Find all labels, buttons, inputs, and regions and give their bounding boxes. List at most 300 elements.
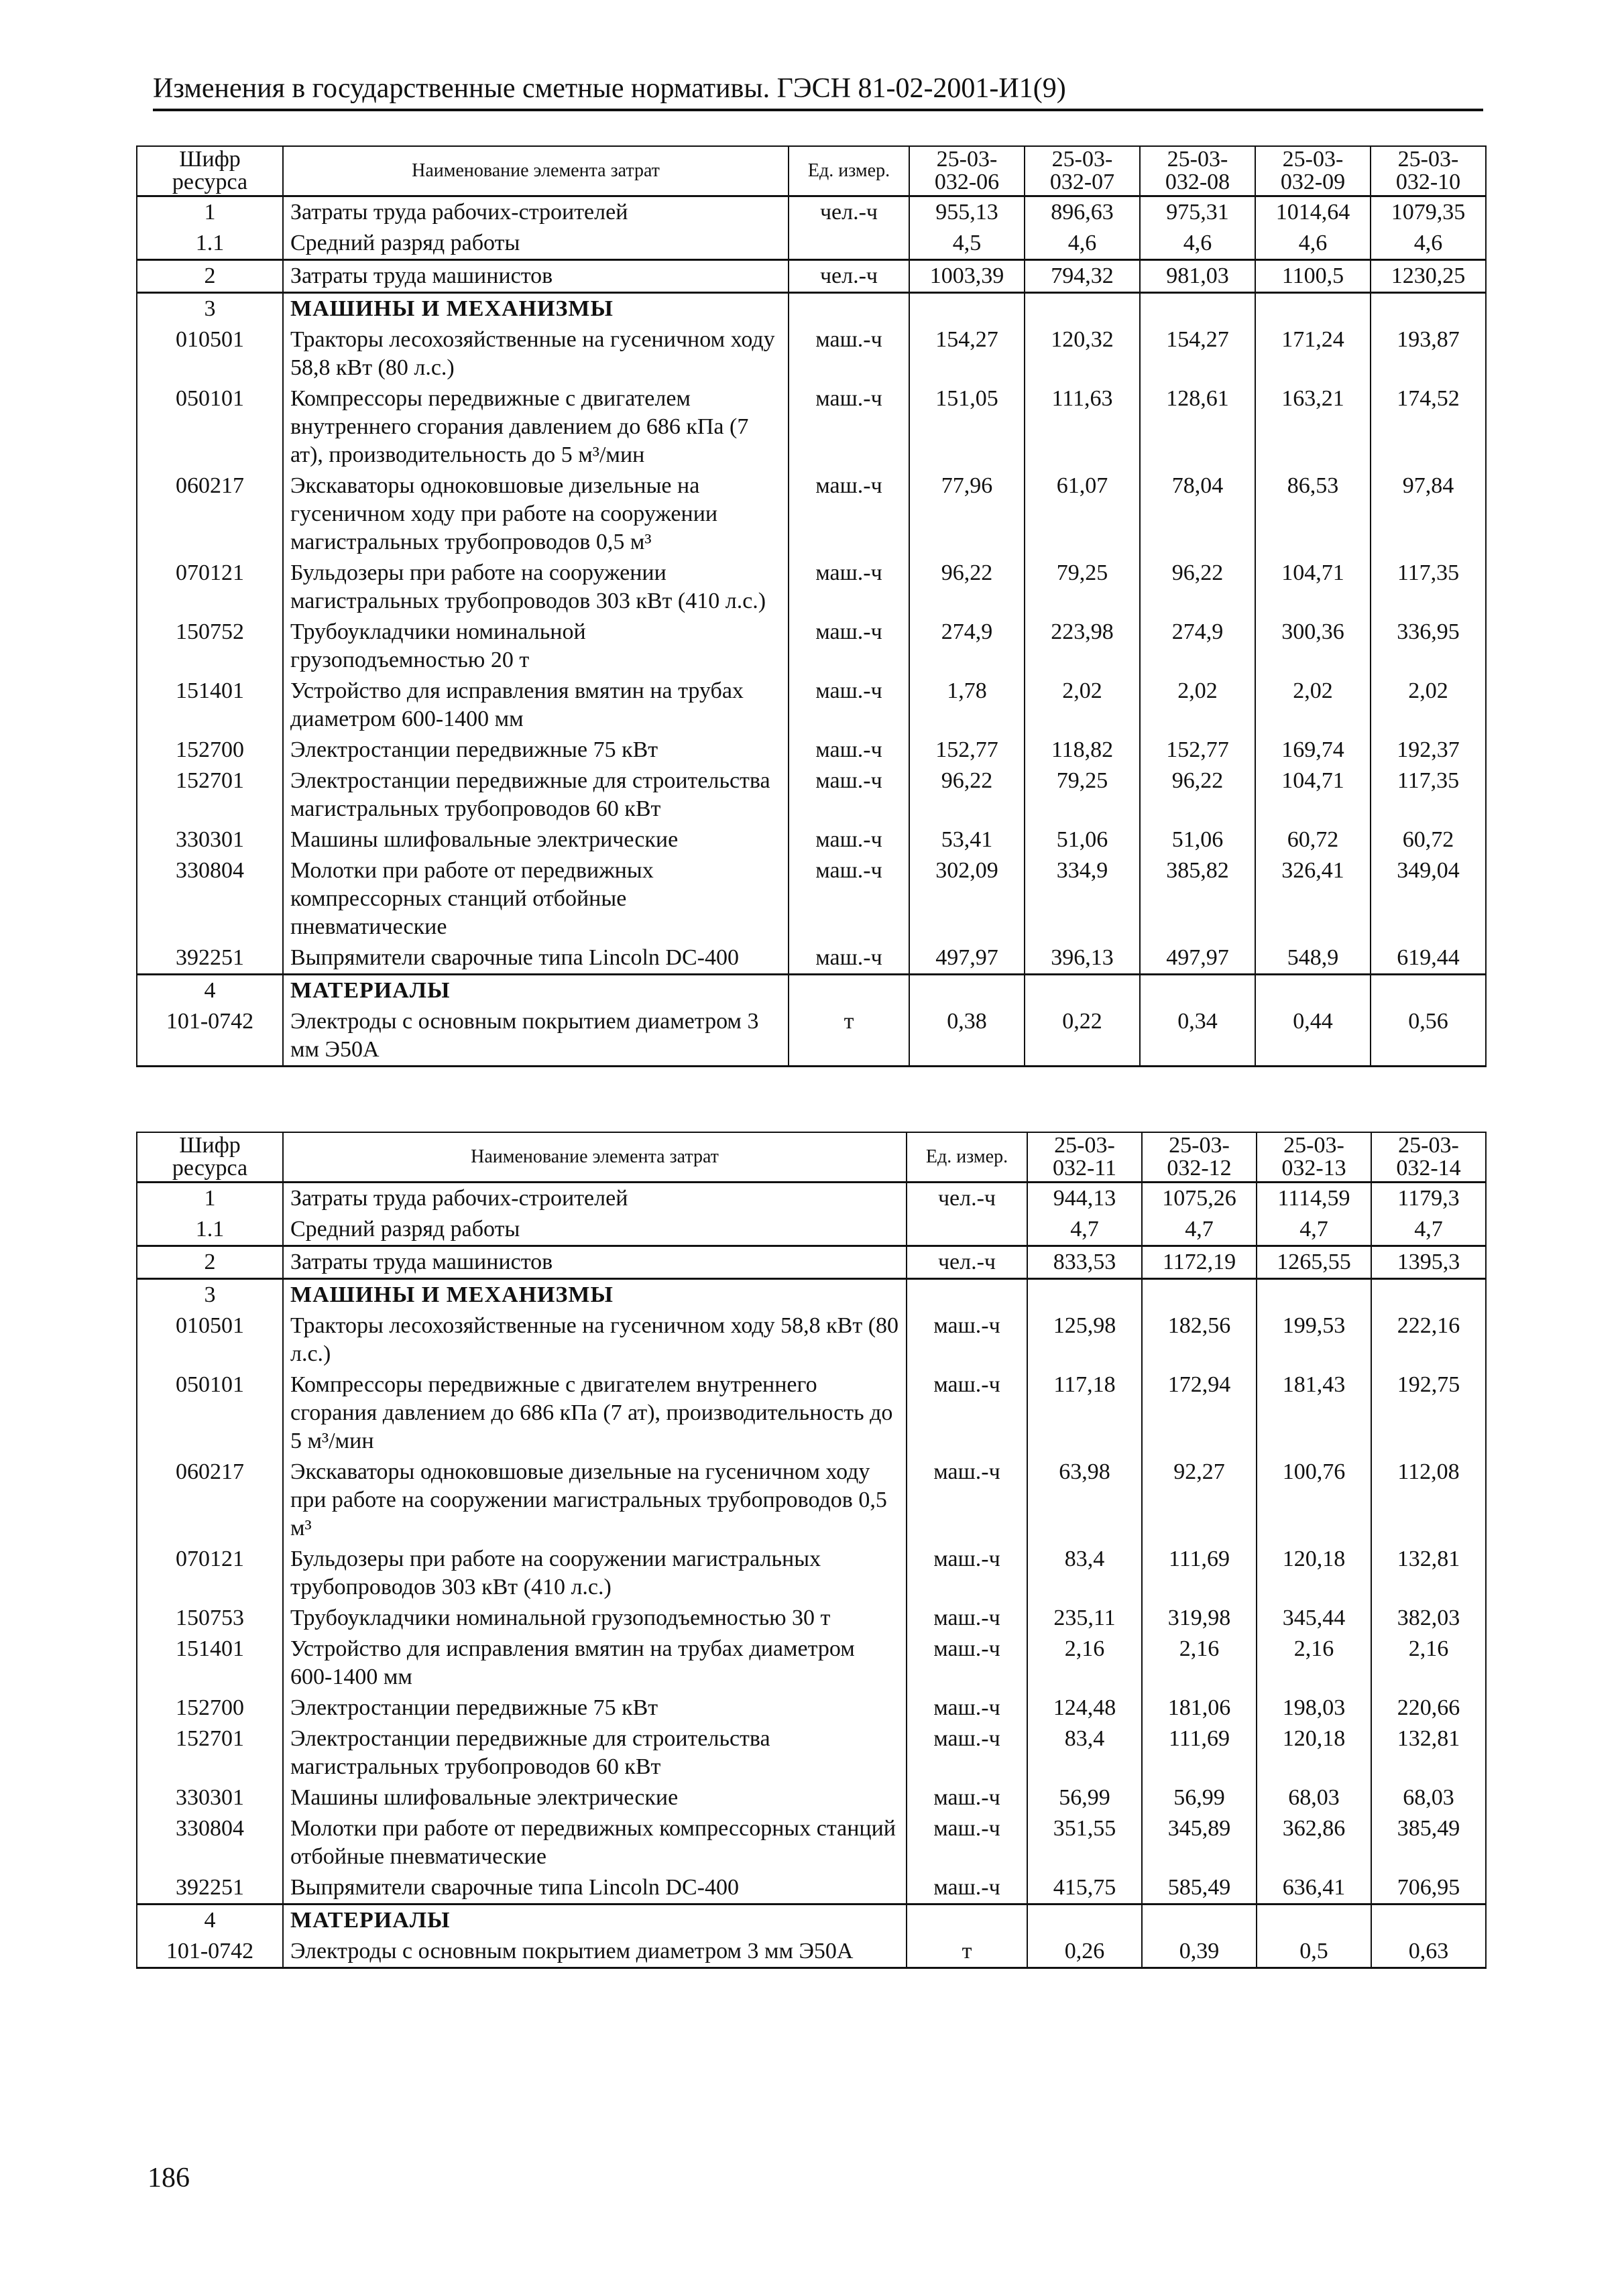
value-cell: 96,22 — [909, 558, 1025, 617]
value-cell: 198,03 — [1257, 1693, 1371, 1724]
value-cell — [1027, 1279, 1142, 1311]
value-cell: 152,77 — [909, 735, 1025, 766]
table-row — [137, 1634, 1486, 1693]
value-cell: 83,4 — [1027, 1724, 1142, 1783]
unit-cell: маш.-ч — [789, 855, 909, 943]
unit-cell: маш.-ч — [789, 471, 909, 558]
resource-name-cell: Выпрямители сварочные типа Lincoln DC-400 — [283, 943, 789, 975]
value-cell: 83,4 — [1027, 1544, 1142, 1603]
table-row — [137, 558, 1486, 617]
table-header-row — [137, 1132, 1486, 1183]
resource-table-2 — [136, 1132, 1487, 1969]
col-header-norm: 25-03-032-13 — [1257, 1132, 1371, 1183]
resource-name-cell: Молотки при работе от передвижных компрессорных станций отбойные пневматические — [283, 855, 789, 943]
table-row — [137, 1311, 1486, 1370]
value-cell — [1140, 293, 1255, 325]
value-cell — [1255, 975, 1371, 1007]
value-cell: 117,35 — [1371, 558, 1486, 617]
value-cell: 132,81 — [1371, 1544, 1486, 1603]
value-cell: 77,96 — [909, 471, 1025, 558]
value-cell: 2,02 — [1255, 676, 1371, 735]
value-cell: 274,9 — [1140, 617, 1255, 676]
col-header-unit: Ед. измер. — [789, 146, 909, 196]
value-cell: 117,18 — [1027, 1370, 1142, 1457]
value-cell: 120,32 — [1025, 324, 1140, 383]
value-cell — [1371, 1905, 1486, 1937]
resource-code-cell: 2 — [137, 1246, 283, 1279]
table-row — [137, 1246, 1486, 1279]
resource-name-cell: Электростанции передвижные 75 кВт — [283, 735, 789, 766]
table-row — [137, 324, 1486, 383]
value-cell: 4,6 — [1140, 228, 1255, 260]
unit-cell: маш.-ч — [789, 676, 909, 735]
resource-name-cell: Электростанции передвижные для строительства магистральных трубопроводов 60 кВт — [283, 1724, 907, 1783]
col-header-norm: 25-03-032-14 — [1371, 1132, 1486, 1183]
value-cell: 833,53 — [1027, 1246, 1142, 1279]
value-cell: 1003,39 — [909, 260, 1025, 293]
unit-cell: маш.-ч — [907, 1634, 1027, 1693]
resource-code-cell: 3 — [137, 293, 283, 325]
resource-code-cell: 060217 — [137, 471, 283, 558]
table-row — [137, 1813, 1486, 1872]
value-cell: 169,74 — [1255, 735, 1371, 766]
table-row — [137, 855, 1486, 943]
value-cell: 1075,26 — [1142, 1183, 1257, 1215]
value-cell: 112,08 — [1371, 1457, 1486, 1544]
resource-code-cell: 152701 — [137, 766, 283, 825]
table-row — [137, 1457, 1486, 1544]
value-cell: 151,05 — [909, 383, 1025, 471]
value-cell: 548,9 — [1255, 943, 1371, 975]
value-cell: 362,86 — [1257, 1813, 1371, 1872]
resource-name-cell: МАТЕРИАЛЫ — [283, 1905, 907, 1937]
value-cell: 125,98 — [1027, 1311, 1142, 1370]
resource-name-cell: Затраты труда машинистов — [283, 1246, 907, 1279]
value-cell — [1371, 975, 1486, 1007]
resource-code-cell: 070121 — [137, 1544, 283, 1603]
table-row — [137, 735, 1486, 766]
value-cell: 199,53 — [1257, 1311, 1371, 1370]
value-cell: 2,16 — [1142, 1634, 1257, 1693]
value-cell: 2,02 — [1371, 676, 1486, 735]
unit-cell: чел.-ч — [789, 260, 909, 293]
resource-code-cell: 152700 — [137, 1693, 283, 1724]
resource-code-cell: 060217 — [137, 1457, 283, 1544]
value-cell: 1230,25 — [1371, 260, 1486, 293]
value-cell: 172,94 — [1142, 1370, 1257, 1457]
value-cell: 0,5 — [1257, 1936, 1371, 1968]
value-cell: 220,66 — [1371, 1693, 1486, 1724]
table-row — [137, 766, 1486, 825]
value-cell: 181,06 — [1142, 1693, 1257, 1724]
resource-code-cell: 101-0742 — [137, 1006, 283, 1067]
table-row — [137, 293, 1486, 325]
unit-cell: маш.-ч — [907, 1872, 1027, 1905]
value-cell: 171,24 — [1255, 324, 1371, 383]
value-cell — [909, 293, 1025, 325]
col-header-norm: 25-03-032-07 — [1025, 146, 1140, 196]
value-cell: 326,41 — [1255, 855, 1371, 943]
resource-name-cell: Затраты труда машинистов — [283, 260, 789, 293]
value-cell: 382,03 — [1371, 1603, 1486, 1634]
table-row — [137, 1603, 1486, 1634]
unit-cell — [789, 228, 909, 260]
value-cell: 104,71 — [1255, 558, 1371, 617]
unit-cell — [907, 1905, 1027, 1937]
value-cell: 2,16 — [1027, 1634, 1142, 1693]
resource-name-cell: Молотки при работе от передвижных компрессорных станций отбойные пневматические — [283, 1813, 907, 1872]
resource-name-cell: Устройство для исправления вмятин на трубах диаметром 600-1400 мм — [283, 676, 789, 735]
value-cell: 944,13 — [1027, 1183, 1142, 1215]
resource-code-cell: 152700 — [137, 735, 283, 766]
value-cell — [1257, 1905, 1371, 1937]
resource-code-cell: 1.1 — [137, 228, 283, 260]
col-header-norm: 25-03-032-09 — [1255, 146, 1371, 196]
unit-cell: чел.-ч — [789, 196, 909, 229]
value-cell: 111,69 — [1142, 1724, 1257, 1783]
value-cell: 334,9 — [1025, 855, 1140, 943]
value-cell: 1014,64 — [1255, 196, 1371, 229]
resource-code-cell: 151401 — [137, 1634, 283, 1693]
value-cell: 497,97 — [1140, 943, 1255, 975]
value-cell: 0,56 — [1371, 1006, 1486, 1067]
value-cell: 1395,3 — [1371, 1246, 1486, 1279]
value-cell: 345,89 — [1142, 1813, 1257, 1872]
resource-name-cell: Компрессоры передвижные с двигателем внутреннего сгорания давлением до 686 кПа (7 ат), производительность до 5 м³/мин — [283, 383, 789, 471]
value-cell: 68,03 — [1371, 1783, 1486, 1813]
col-header-norm: 25-03-032-06 — [909, 146, 1025, 196]
col-header-norm: 25-03-032-11 — [1027, 1132, 1142, 1183]
unit-cell: маш.-ч — [907, 1724, 1027, 1783]
value-cell: 274,9 — [909, 617, 1025, 676]
resource-name-cell: Тракторы лесохозяйственные на гусеничном ходу 58,8 кВт (80 л.с.) — [283, 324, 789, 383]
value-cell: 319,98 — [1142, 1603, 1257, 1634]
value-cell: 235,11 — [1027, 1603, 1142, 1634]
table-row — [137, 975, 1486, 1007]
unit-cell: т — [907, 1936, 1027, 1968]
value-cell — [1025, 293, 1140, 325]
resource-code-cell: 330301 — [137, 1783, 283, 1813]
unit-cell: маш.-ч — [907, 1544, 1027, 1603]
resource-code-cell: 4 — [137, 975, 283, 1007]
unit-cell: маш.-ч — [789, 383, 909, 471]
resource-code-cell: 151401 — [137, 676, 283, 735]
table-row — [137, 471, 1486, 558]
value-cell: 1079,35 — [1371, 196, 1486, 229]
resource-name-cell: Компрессоры передвижные с двигателем внутреннего сгорания давлением до 686 кПа (7 ат), производительность до 5 м³/мин — [283, 1370, 907, 1457]
resource-name-cell: Бульдозеры при работе на сооружении магистральных трубопроводов 303 кВт (410 л.с.) — [283, 1544, 907, 1603]
value-cell: 0,34 — [1140, 1006, 1255, 1067]
unit-cell: маш.-ч — [907, 1693, 1027, 1724]
value-cell: 396,13 — [1025, 943, 1140, 975]
value-cell — [1255, 293, 1371, 325]
unit-cell — [907, 1279, 1027, 1311]
value-cell: 4,7 — [1027, 1214, 1142, 1246]
value-cell: 56,99 — [1027, 1783, 1142, 1813]
unit-cell: т — [789, 1006, 909, 1067]
col-header-norm: 25-03-032-08 — [1140, 146, 1255, 196]
resource-code-cell: 010501 — [137, 1311, 283, 1370]
unit-cell — [789, 293, 909, 325]
value-cell — [1371, 293, 1486, 325]
value-cell: 79,25 — [1025, 766, 1140, 825]
value-cell: 163,21 — [1255, 383, 1371, 471]
value-cell: 1,78 — [909, 676, 1025, 735]
value-cell: 223,98 — [1025, 617, 1140, 676]
table-row — [137, 1544, 1486, 1603]
value-cell: 96,22 — [1140, 766, 1255, 825]
resource-name-cell: Машины шлифовальные электрические — [283, 1783, 907, 1813]
value-cell: 128,61 — [1140, 383, 1255, 471]
unit-cell: маш.-ч — [789, 617, 909, 676]
col-header-code: Шифр ресурса — [137, 1132, 283, 1183]
resource-name-cell: Электростанции передвижные 75 кВт — [283, 1693, 907, 1724]
unit-cell: маш.-ч — [789, 558, 909, 617]
value-cell: 174,52 — [1371, 383, 1486, 471]
value-cell — [1142, 1905, 1257, 1937]
resource-code-cell: 050101 — [137, 1370, 283, 1457]
value-cell: 132,81 — [1371, 1724, 1486, 1783]
value-cell: 4,6 — [1025, 228, 1140, 260]
value-cell — [1142, 1279, 1257, 1311]
resource-name-cell: Электростанции передвижные для строительства магистральных трубопроводов 60 кВт — [283, 766, 789, 825]
table-row — [137, 196, 1486, 229]
value-cell: 4,6 — [1371, 228, 1486, 260]
table-row — [137, 1214, 1486, 1246]
value-cell: 60,72 — [1371, 825, 1486, 855]
value-cell: 0,63 — [1371, 1936, 1486, 1968]
value-cell: 181,43 — [1257, 1370, 1371, 1457]
resource-name-cell: Трубоукладчики номинальной грузоподъемностью 30 т — [283, 1603, 907, 1634]
resource-name-cell: Затраты труда рабочих-строителей — [283, 1183, 907, 1215]
page-number: 186 — [148, 2163, 190, 2193]
value-cell: 2,16 — [1257, 1634, 1371, 1693]
value-cell: 100,76 — [1257, 1457, 1371, 1544]
value-cell: 385,49 — [1371, 1813, 1486, 1872]
value-cell: 111,69 — [1142, 1544, 1257, 1603]
value-cell: 302,09 — [909, 855, 1025, 943]
table-row — [137, 1783, 1486, 1813]
resource-name-cell: Бульдозеры при работе на сооружении магистральных трубопроводов 303 кВт (410 л.с.) — [283, 558, 789, 617]
value-cell: 636,41 — [1257, 1872, 1371, 1905]
value-cell: 896,63 — [1025, 196, 1140, 229]
value-cell: 1179,3 — [1371, 1183, 1486, 1215]
value-cell: 585,49 — [1142, 1872, 1257, 1905]
resource-code-cell: 330301 — [137, 825, 283, 855]
table-row — [137, 1936, 1486, 1968]
resource-name-cell: МАШИНЫ И МЕХАНИЗМЫ — [283, 1279, 907, 1311]
value-cell: 4,5 — [909, 228, 1025, 260]
value-cell: 154,27 — [909, 324, 1025, 383]
unit-cell: чел.-ч — [907, 1183, 1027, 1215]
table-row — [137, 1872, 1486, 1905]
value-cell: 51,06 — [1025, 825, 1140, 855]
table-row — [137, 1905, 1486, 1937]
table-row — [137, 1279, 1486, 1311]
resource-code-cell: 101-0742 — [137, 1936, 283, 1968]
resource-name-cell: Выпрямители сварочные типа Lincoln DC-400 — [283, 1872, 907, 1905]
table-header-row — [137, 146, 1486, 196]
value-cell: 120,18 — [1257, 1544, 1371, 1603]
resource-code-cell: 150753 — [137, 1603, 283, 1634]
resource-name-cell: Средний разряд работы — [283, 228, 789, 260]
value-cell: 182,56 — [1142, 1311, 1257, 1370]
value-cell: 1100,5 — [1255, 260, 1371, 293]
value-cell: 1172,19 — [1142, 1246, 1257, 1279]
value-cell: 1114,59 — [1257, 1183, 1371, 1215]
resource-code-cell: 330804 — [137, 855, 283, 943]
table-row — [137, 1183, 1486, 1215]
unit-cell: маш.-ч — [789, 943, 909, 975]
value-cell — [1025, 975, 1140, 1007]
value-cell: 4,6 — [1255, 228, 1371, 260]
value-cell: 104,71 — [1255, 766, 1371, 825]
resource-name-cell: Трубоукладчики номинальной грузоподъемностью 20 т — [283, 617, 789, 676]
unit-cell: маш.-ч — [907, 1457, 1027, 1544]
unit-cell: маш.-ч — [789, 766, 909, 825]
value-cell — [1027, 1905, 1142, 1937]
value-cell: 118,82 — [1025, 735, 1140, 766]
value-cell: 61,07 — [1025, 471, 1140, 558]
value-cell: 336,95 — [1371, 617, 1486, 676]
resource-name-cell: МАШИНЫ И МЕХАНИЗМЫ — [283, 293, 789, 325]
value-cell: 415,75 — [1027, 1872, 1142, 1905]
col-header-norm: 25-03-032-12 — [1142, 1132, 1257, 1183]
value-cell: 955,13 — [909, 196, 1025, 229]
value-cell: 2,02 — [1140, 676, 1255, 735]
value-cell: 68,03 — [1257, 1783, 1371, 1813]
value-cell: 497,97 — [909, 943, 1025, 975]
value-cell: 222,16 — [1371, 1311, 1486, 1370]
table-row — [137, 228, 1486, 260]
value-cell: 192,37 — [1371, 735, 1486, 766]
value-cell: 0,22 — [1025, 1006, 1140, 1067]
value-cell: 619,44 — [1371, 943, 1486, 975]
unit-cell: маш.-ч — [907, 1783, 1027, 1813]
value-cell: 0,44 — [1255, 1006, 1371, 1067]
value-cell: 706,95 — [1371, 1872, 1486, 1905]
value-cell: 152,77 — [1140, 735, 1255, 766]
col-header-unit: Ед. измер. — [907, 1132, 1027, 1183]
value-cell: 4,7 — [1257, 1214, 1371, 1246]
col-header-norm: 25-03-032-10 — [1371, 146, 1486, 196]
value-cell: 4,7 — [1371, 1214, 1486, 1246]
resource-name-cell: Экскаваторы одноковшовые дизельные на гусеничном ходу при работе на сооружении магистральных трубопроводов 0,5 м³ — [283, 471, 789, 558]
unit-cell — [907, 1214, 1027, 1246]
unit-cell: чел.-ч — [907, 1246, 1027, 1279]
resource-code-cell: 392251 — [137, 1872, 283, 1905]
resource-name-cell: Экскаваторы одноковшовые дизельные на гусеничном ходу при работе на сооружении магистральных трубопроводов 0,5 м³ — [283, 1457, 907, 1544]
resource-name-cell: Электроды с основным покрытием диаметром 3 мм Э50А — [283, 1936, 907, 1968]
resource-code-cell: 4 — [137, 1905, 283, 1937]
value-cell — [1371, 1279, 1486, 1311]
value-cell: 120,18 — [1257, 1724, 1371, 1783]
resource-code-cell: 150752 — [137, 617, 283, 676]
value-cell: 385,82 — [1140, 855, 1255, 943]
value-cell: 117,35 — [1371, 766, 1486, 825]
value-cell: 0,26 — [1027, 1936, 1142, 1968]
value-cell: 96,22 — [909, 766, 1025, 825]
resource-name-cell: Тракторы лесохозяйственные на гусеничном ходу 58,8 кВт (80 л.с.) — [283, 1311, 907, 1370]
resource-code-cell: 1.1 — [137, 1214, 283, 1246]
value-cell: 86,53 — [1255, 471, 1371, 558]
unit-cell: маш.-ч — [907, 1370, 1027, 1457]
value-cell: 2,16 — [1371, 1634, 1486, 1693]
table-row — [137, 1370, 1486, 1457]
value-cell: 981,03 — [1140, 260, 1255, 293]
resource-code-cell: 1 — [137, 196, 283, 229]
resource-code-cell: 152701 — [137, 1724, 283, 1783]
value-cell: 975,31 — [1140, 196, 1255, 229]
value-cell: 63,98 — [1027, 1457, 1142, 1544]
resource-code-cell: 1 — [137, 1183, 283, 1215]
table-row — [137, 617, 1486, 676]
resource-code-cell: 010501 — [137, 324, 283, 383]
value-cell: 154,27 — [1140, 324, 1255, 383]
value-cell: 2,02 — [1025, 676, 1140, 735]
resource-name-cell: Средний разряд работы — [283, 1214, 907, 1246]
value-cell: 124,48 — [1027, 1693, 1142, 1724]
table-row — [137, 825, 1486, 855]
resource-name-cell: Машины шлифовальные электрические — [283, 825, 789, 855]
resource-name-cell: МАТЕРИАЛЫ — [283, 975, 789, 1007]
table-row — [137, 1724, 1486, 1783]
table-row — [137, 1006, 1486, 1067]
value-cell: 79,25 — [1025, 558, 1140, 617]
value-cell: 0,39 — [1142, 1936, 1257, 1968]
value-cell — [1140, 975, 1255, 1007]
value-cell — [909, 975, 1025, 1007]
table-row — [137, 260, 1486, 293]
value-cell: 300,36 — [1255, 617, 1371, 676]
value-cell: 351,55 — [1027, 1813, 1142, 1872]
page-header: Изменения в государственные сметные нормативы. ГЭСН 81-02-2001-И1(9) — [153, 72, 1483, 111]
table-row — [137, 676, 1486, 735]
unit-cell: маш.-ч — [789, 825, 909, 855]
table-row — [137, 383, 1486, 471]
value-cell: 349,04 — [1371, 855, 1486, 943]
resource-code-cell: 3 — [137, 1279, 283, 1311]
resource-name-cell: Устройство для исправления вмятин на трубах диаметром 600-1400 мм — [283, 1634, 907, 1693]
resource-code-cell: 070121 — [137, 558, 283, 617]
unit-cell: маш.-ч — [907, 1603, 1027, 1634]
table-row — [137, 1693, 1486, 1724]
value-cell: 97,84 — [1371, 471, 1486, 558]
resource-name-cell: Электроды с основным покрытием диаметром 3 мм Э50А — [283, 1006, 789, 1067]
resource-code-cell: 392251 — [137, 943, 283, 975]
value-cell: 60,72 — [1255, 825, 1371, 855]
value-cell: 794,32 — [1025, 260, 1140, 293]
value-cell: 345,44 — [1257, 1603, 1371, 1634]
resource-code-cell: 2 — [137, 260, 283, 293]
value-cell: 78,04 — [1140, 471, 1255, 558]
unit-cell: маш.-ч — [789, 324, 909, 383]
col-header-code: Шифр ресурса — [137, 146, 283, 196]
unit-cell: маш.-ч — [789, 735, 909, 766]
resource-code-cell: 050101 — [137, 383, 283, 471]
resource-table-1 — [136, 145, 1487, 1067]
value-cell: 111,63 — [1025, 383, 1140, 471]
value-cell: 92,27 — [1142, 1457, 1257, 1544]
value-cell: 96,22 — [1140, 558, 1255, 617]
table-row — [137, 943, 1486, 975]
col-header-name: Наименование элемента затрат — [283, 1132, 907, 1183]
value-cell: 56,99 — [1142, 1783, 1257, 1813]
value-cell — [1257, 1279, 1371, 1311]
value-cell: 4,7 — [1142, 1214, 1257, 1246]
value-cell: 192,75 — [1371, 1370, 1486, 1457]
resource-code-cell: 330804 — [137, 1813, 283, 1872]
